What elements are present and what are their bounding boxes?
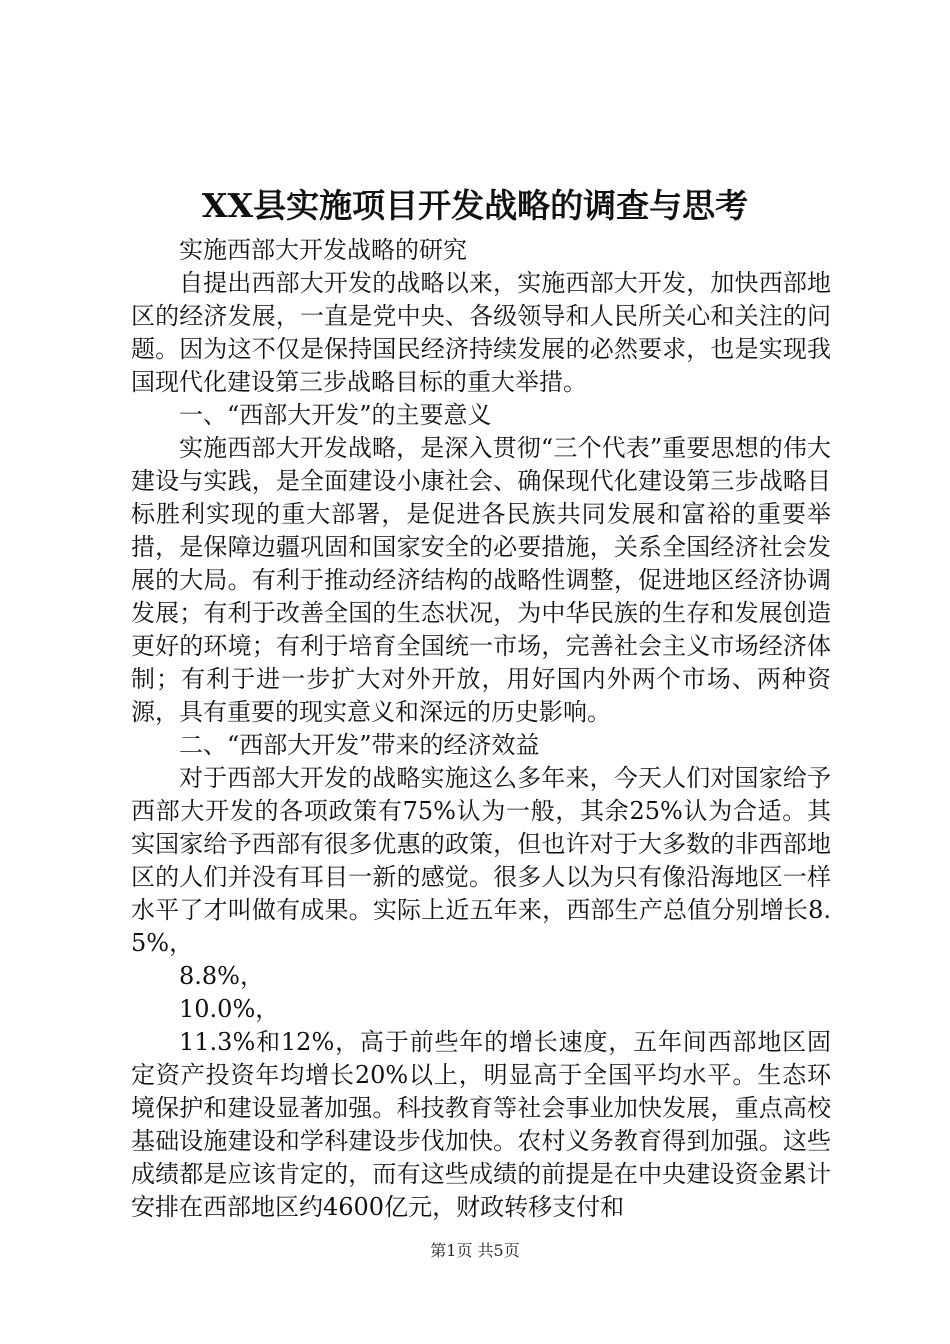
document-title: XX县实施项目开发战略的调查与思考 (201, 186, 749, 225)
document-body (131, 234, 831, 1224)
paragraph-growth-2: 10.0%， (179, 995, 280, 1023)
paragraph-subtitle: 实施西部大开发战略的研究 (179, 236, 467, 264)
page-number: 第1页 共5页 (430, 1241, 520, 1260)
section-heading-2: 二、“西部大开发”带来的经济效益 (179, 731, 540, 759)
paragraph-growth-1: 8.8%， (179, 962, 264, 990)
paragraph-growth-3: 11.3%和12%，高于前些年的增长速度，五年间西部地区固定资产投资年均增长20%以上，明显高于全国平均水平。生态环境保护和建设显著加强。科技教育等社会事业加快发展，重点高校基础设施建设和学科建设步伐加快。农村义务教育得到加强。这些成绩都是应该肯定的，而有这些成绩的前提是在中央建设资金累计安排在西部地区约4600亿元，财政转移支付和 (131, 1028, 831, 1221)
section-heading-1: 一、“西部大开发”的主要意义 (179, 401, 492, 429)
paragraph-significance: 实施西部大开发战略，是深入贯彻“三个代表”重要思想的伟大建设与实践，是全面建设小康社会、确保现代化建设第三步战略目标胜利实现的重大部署，是促进各民族共同发展和富裕的重要举措，是保障边疆巩固和国家安全的必要措施，关系全国经济社会发展的大局。有利于推动经济结构的战略性调整，促进地区经济协调发展；有利于改善全国的生态状况，为中华民族的生存和发展创造更好的环境；有利于培育全国统一市场，完善社会主义市场经济体制；有利于进一步扩大对外开放，用好国内外两个市场、两种资源，具有重要的现实意义和深远的历史影响。 (131, 434, 831, 726)
paragraph-benefits: 对于西部大开发的战略实施这么多年来，今天人们对国家给予西部大开发的各项政策有75%认为一般，其余25%认为合适。其实国家给予西部有很多优惠的政策，但也许对于大多数的非西部地区的人们并没有耳目一新的感觉。很多人以为只有像沿海地区一样水平了才叫做有成果。实际上近五年来，西部生产总值分别增长8.5%， (131, 764, 831, 957)
paragraph-intro: 自提出西部大开发的战略以来，实施西部大开发，加快西部地区的经济发展，一直是党中央、各级领导和人民所关心和关注的问题。因为这不仅是保持国民经济持续发展的必然要求，也是实现我国现代化建设第三步战略目标的重大举措。 (131, 269, 831, 396)
